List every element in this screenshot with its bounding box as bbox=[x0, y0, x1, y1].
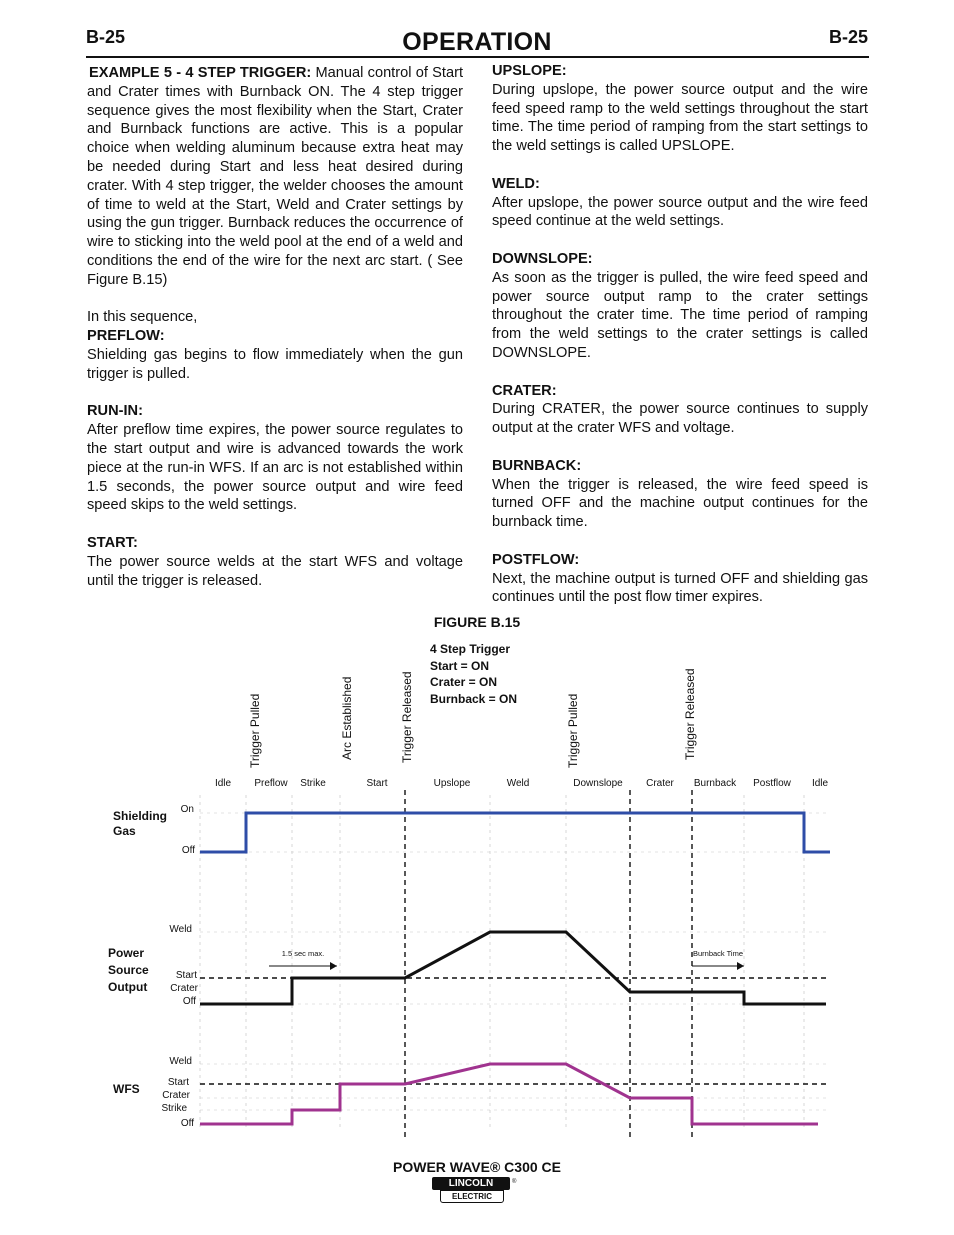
start-heading: START: bbox=[87, 534, 138, 551]
phase-idle-1: Idle bbox=[214, 778, 232, 789]
figure-title: FIGURE B.15 bbox=[433, 614, 521, 630]
legend-line-3: Crater = ON bbox=[430, 675, 498, 689]
phase-postflow: Postflow bbox=[753, 778, 791, 789]
event-arc-established: Arc Established bbox=[340, 676, 354, 760]
pso-level-weld: Weld bbox=[169, 924, 192, 935]
logo-top: LINCOLN bbox=[432, 1177, 510, 1190]
gas-level-on: On bbox=[180, 804, 194, 815]
phase-idle-2: Idle bbox=[811, 778, 829, 789]
burnback-text: When the trigger is released, the wire feed speed is turned OFF and the machine output continues for the burnback time. bbox=[492, 476, 868, 531]
downslope-heading: DOWNSLOPE: bbox=[492, 250, 593, 267]
event-trigger-pulled-1: Trigger Pulled bbox=[248, 693, 262, 768]
upslope-heading: UPSLOPE: bbox=[492, 63, 567, 79]
wfs-level-crater: Crater bbox=[162, 1090, 190, 1101]
event-trigger-pulled-2: Trigger Pulled bbox=[566, 693, 580, 768]
crater-text: During CRATER, the power source continues to supply output at the crater WFS and voltage. bbox=[492, 401, 868, 437]
phase-upslope: Upslope bbox=[433, 778, 471, 789]
legend-line-1: 4 Step Trigger bbox=[430, 642, 511, 656]
wfs-level-off: Off bbox=[180, 1118, 194, 1129]
upslope-text: During upslope, the power source output and the wire feed speed ramp to the weld settings throughout the start time. The time period of ramping from the start settings to the weld settings is called UPSLOPE. bbox=[492, 81, 868, 155]
lincoln-electric-logo bbox=[432, 1177, 517, 1203]
power-source-label-3: Output bbox=[108, 980, 148, 994]
pso-level-crater: Crater bbox=[170, 983, 198, 994]
postflow-text: Next, the machine output is turned OFF and shielding gas continues until the post flow timer expires. bbox=[492, 570, 868, 606]
preflow-heading: PREFLOW: bbox=[87, 328, 165, 345]
phase-burnback: Burnback bbox=[693, 778, 737, 789]
intro-text: In this sequence, bbox=[87, 309, 198, 326]
wfs-level-strike: Strike bbox=[161, 1103, 187, 1114]
weld-heading: WELD: bbox=[492, 175, 540, 192]
sec-max-arrowhead bbox=[330, 962, 337, 970]
phase-weld: Weld bbox=[506, 778, 530, 789]
legend-line-4: Burnback = ON bbox=[430, 692, 518, 706]
wfs-trace bbox=[200, 1064, 818, 1124]
power-source-label-2: Source bbox=[108, 963, 149, 977]
logo-registered-mark: ® bbox=[512, 1179, 517, 1185]
preflow-text: Shielding gas begins to flow immediately when the gun trigger is pulled. bbox=[87, 346, 463, 382]
sec-max-annotation: 1.5 sec max. bbox=[281, 949, 325, 958]
shielding-gas-label-2: Gas bbox=[113, 824, 136, 838]
example-heading: EXAMPLE 5 - 4 STEP TRIGGER: bbox=[89, 65, 312, 81]
shielding-gas-label-1: Shielding bbox=[113, 809, 167, 823]
burnback-time-annotation: Burnback Time bbox=[692, 949, 744, 958]
burnback-time-arrowhead bbox=[737, 962, 744, 970]
page-number-left: B-25 bbox=[86, 27, 126, 47]
pso-level-start: Start bbox=[175, 970, 197, 981]
wfs-label: WFS bbox=[113, 1082, 140, 1096]
phase-preflow: Preflow bbox=[254, 778, 288, 789]
event-trigger-released-1: Trigger Released bbox=[400, 671, 414, 763]
runin-text: After preflow time expires, the power source regulates to the start output and wire is advanced towards the work piece at the run-in WFS. If an arc is not established within 1.5 seconds, the power source output and wire feed speed skips to the weld settings. bbox=[87, 422, 463, 514]
wfs-level-weld: Weld bbox=[169, 1056, 192, 1067]
logo-bottom: ELECTRIC bbox=[440, 1190, 504, 1203]
shielding-gas-trace bbox=[200, 813, 830, 852]
postflow-heading: POSTFLOW: bbox=[492, 551, 580, 568]
phase-crater: Crater bbox=[646, 778, 674, 789]
phase-downslope: Downslope bbox=[573, 778, 623, 789]
start-text: The power source welds at the start WFS and voltage until the trigger is released. bbox=[87, 553, 463, 589]
example-text: Manual control of Start and Crater times with Burnback ON. The 4 step trigger sequence gives the most flexibility when the Start, Crater and Burnback functions are active. This is a popular choice when welding aluminum because extra heat may be needed during Start and less heat desired during crater. With 4 step trigger, the welder chooses the amount of time to weld at the Start, Weld and Crater settings by using the gun trigger. Burnback reduces the occurrence of wire to sticking into the weld pool at the end of a weld and conditions the end of the wire for the next arc start. ( See Figure B.15) bbox=[87, 65, 464, 288]
phase-start: Start bbox=[366, 778, 388, 789]
gas-level-off: Off bbox=[181, 845, 195, 856]
power-source-label-1: Power bbox=[108, 946, 145, 960]
event-trigger-released-2: Trigger Released bbox=[683, 668, 697, 760]
downslope-text: As soon as the trigger is pulled, the wire feed speed and power source output ramp to the crater settings throughout the crater time. The time period of ramping from the weld settings to the crater settings is called DOWNSLOPE. bbox=[492, 269, 868, 361]
crater-heading: CRATER: bbox=[492, 382, 557, 399]
legend-line-2: Start = ON bbox=[430, 659, 490, 673]
page-title: OPERATION bbox=[402, 28, 552, 56]
footer-product-name: POWER WAVE® C300 CE bbox=[393, 1159, 561, 1175]
power-source-trace bbox=[200, 932, 826, 1004]
runin-heading: RUN-IN: bbox=[87, 403, 143, 420]
page-number-right: B-25 bbox=[828, 27, 868, 47]
phase-strike: Strike bbox=[300, 778, 326, 789]
pso-level-off: Off bbox=[182, 996, 196, 1007]
burnback-heading: BURNBACK: bbox=[492, 457, 582, 474]
weld-text: After upslope, the power source output and the wire feed speed continue at the weld settings. bbox=[492, 194, 868, 230]
wfs-level-start: Start bbox=[167, 1077, 189, 1088]
